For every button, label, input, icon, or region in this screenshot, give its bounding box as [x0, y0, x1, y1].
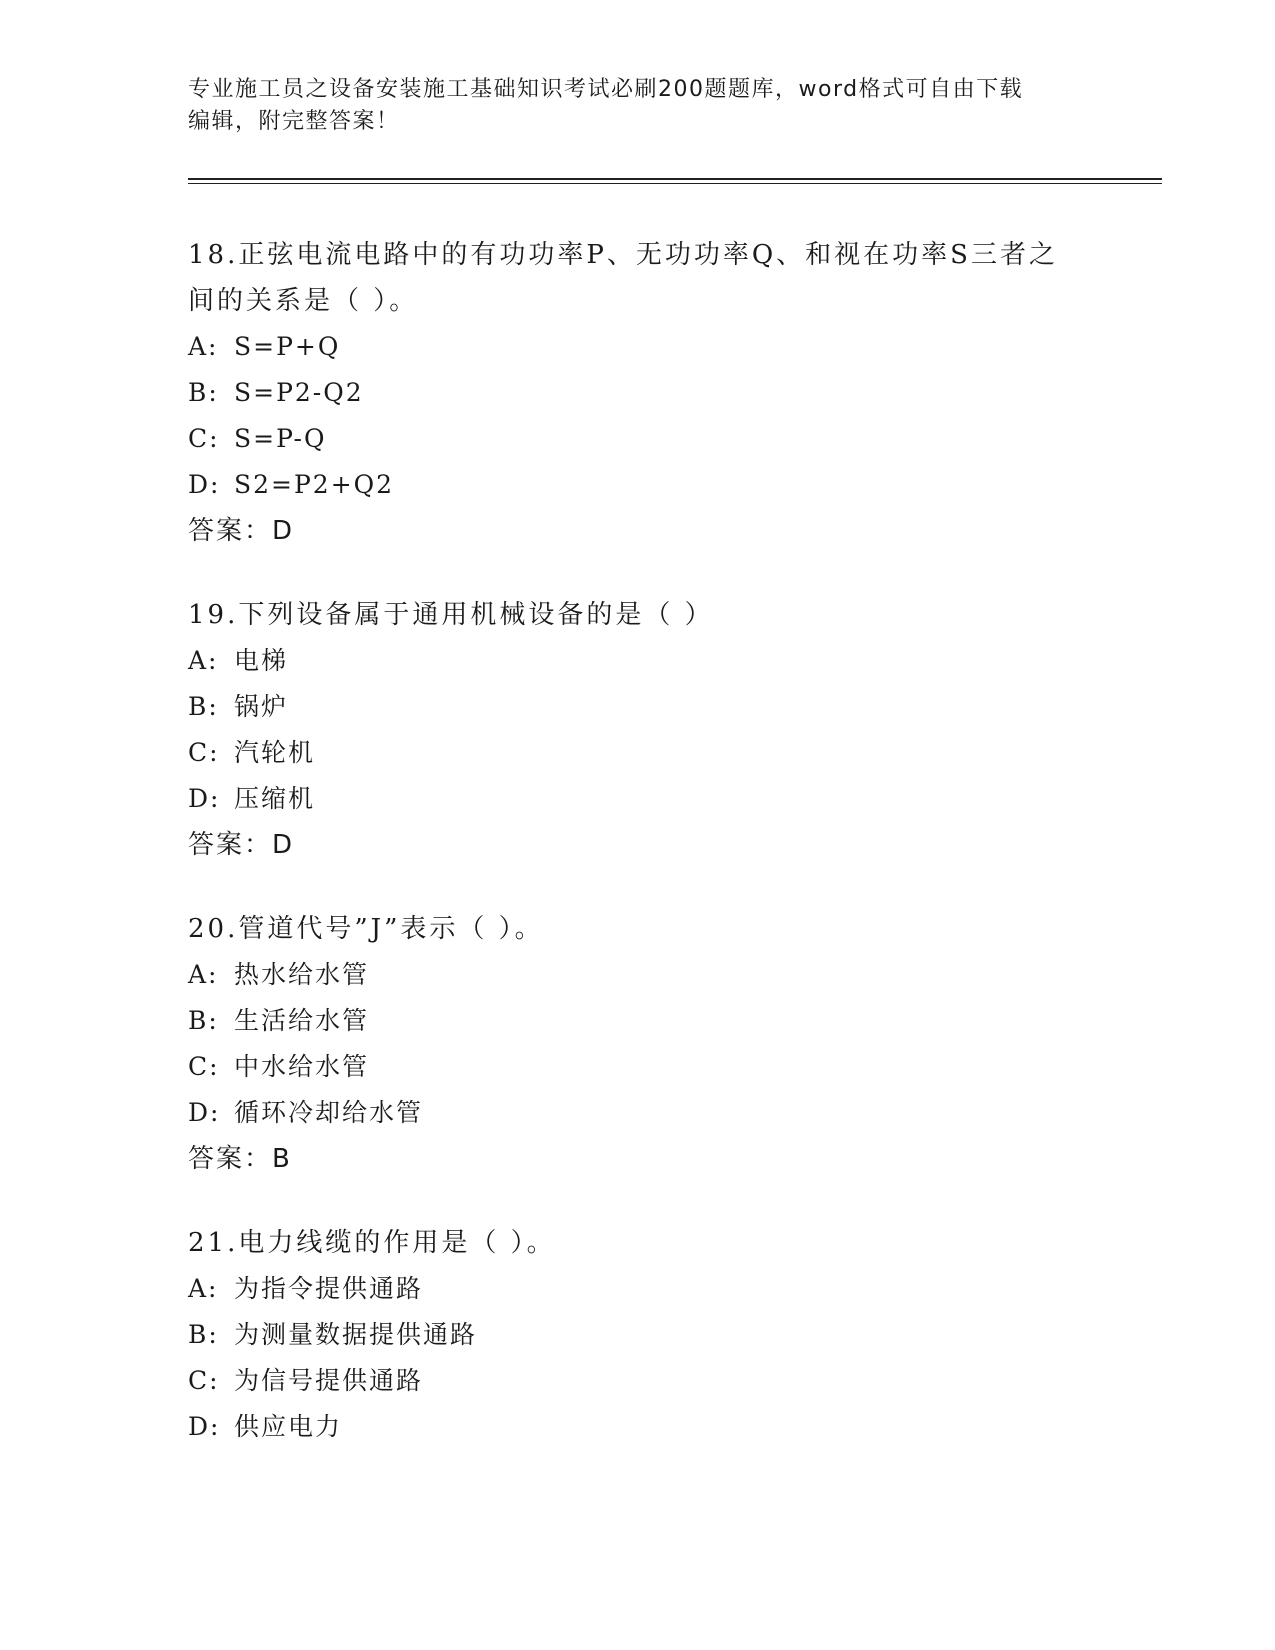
header-rule-top	[188, 178, 1162, 180]
option-d	[188, 1090, 1088, 1136]
option-d	[188, 776, 1088, 822]
option-b	[188, 370, 1088, 416]
option-key: D:	[188, 784, 221, 813]
option-key: D:	[188, 470, 221, 499]
question-stem	[188, 906, 1088, 952]
option-a	[188, 638, 1088, 684]
option-b	[188, 684, 1088, 730]
option-key: B:	[188, 692, 219, 721]
option-text: 压缩机	[234, 784, 316, 813]
option-key: D:	[188, 1098, 221, 1127]
option-c	[188, 1044, 1088, 1090]
option-key: A:	[188, 646, 219, 675]
option-text: 锅炉	[234, 692, 289, 721]
option-a	[188, 952, 1088, 998]
option-text: S=P-Q	[234, 424, 327, 453]
question-stem-line: 18.正弦电流电路中的有功功率P、无功功率Q、和视在功率S三者之	[188, 240, 1058, 270]
option-text: 电梯	[234, 646, 289, 675]
option-b	[188, 1312, 1088, 1358]
header-line-1: 专业施工员之设备安装施工基础知识考试必刷200题题库，word格式可自由下载	[188, 77, 1024, 102]
option-c	[188, 416, 1088, 462]
question-21	[188, 1220, 1088, 1450]
option-key: A:	[188, 1274, 219, 1303]
option-key: A:	[188, 960, 219, 989]
question-stem-line: 间的关系是（ ）。	[188, 286, 419, 316]
option-text: S=P2-Q2	[234, 378, 364, 407]
answer: 答案：D	[188, 830, 295, 860]
option-text: S=P+Q	[234, 332, 341, 361]
header-rule-bottom	[188, 183, 1162, 184]
option-text: 为测量数据提供通路	[234, 1320, 478, 1349]
option-key: B:	[188, 1320, 219, 1349]
question-stem-line: 19.下列设备属于通用机械设备的是（ ）	[188, 600, 714, 630]
option-text: 为信号提供通路	[234, 1366, 424, 1395]
document-header	[188, 74, 1088, 138]
answer: 答案：D	[188, 516, 295, 546]
option-d	[188, 462, 1088, 508]
question-stem	[188, 1220, 1088, 1266]
option-key: C:	[188, 738, 220, 767]
question-20	[188, 906, 1088, 1182]
option-text: 供应电力	[234, 1412, 343, 1441]
option-text: 生活给水管	[234, 1006, 370, 1035]
option-text: 为指令提供通路	[234, 1274, 424, 1303]
header-line-2: 编辑，附完整答案！	[188, 109, 400, 134]
question-list	[188, 232, 1088, 1488]
option-a	[188, 1266, 1088, 1312]
question-stem-line: 20.管道代号”J”表示（ ）。	[188, 914, 544, 944]
option-key: C:	[188, 424, 220, 453]
option-text: S2=P2+Q2	[234, 470, 395, 499]
option-d	[188, 1404, 1088, 1450]
question-19	[188, 592, 1088, 868]
option-key: A:	[188, 332, 219, 361]
option-key: C:	[188, 1366, 220, 1395]
question-18	[188, 232, 1088, 554]
question-stem-line: 21.电力线缆的作用是（ ）。	[188, 1228, 556, 1258]
option-b	[188, 998, 1088, 1044]
option-c	[188, 730, 1088, 776]
option-key: B:	[188, 378, 219, 407]
option-a	[188, 324, 1088, 370]
option-text: 热水给水管	[234, 960, 370, 989]
option-text: 汽轮机	[234, 738, 316, 767]
option-c	[188, 1358, 1088, 1404]
option-text: 中水给水管	[234, 1052, 370, 1081]
answer: 答案：B	[188, 1144, 292, 1174]
question-stem	[188, 592, 1088, 638]
option-key: D:	[188, 1412, 221, 1441]
option-key: B:	[188, 1006, 219, 1035]
option-key: C:	[188, 1052, 220, 1081]
question-stem	[188, 232, 1088, 324]
option-text: 循环冷却给水管	[234, 1098, 424, 1127]
